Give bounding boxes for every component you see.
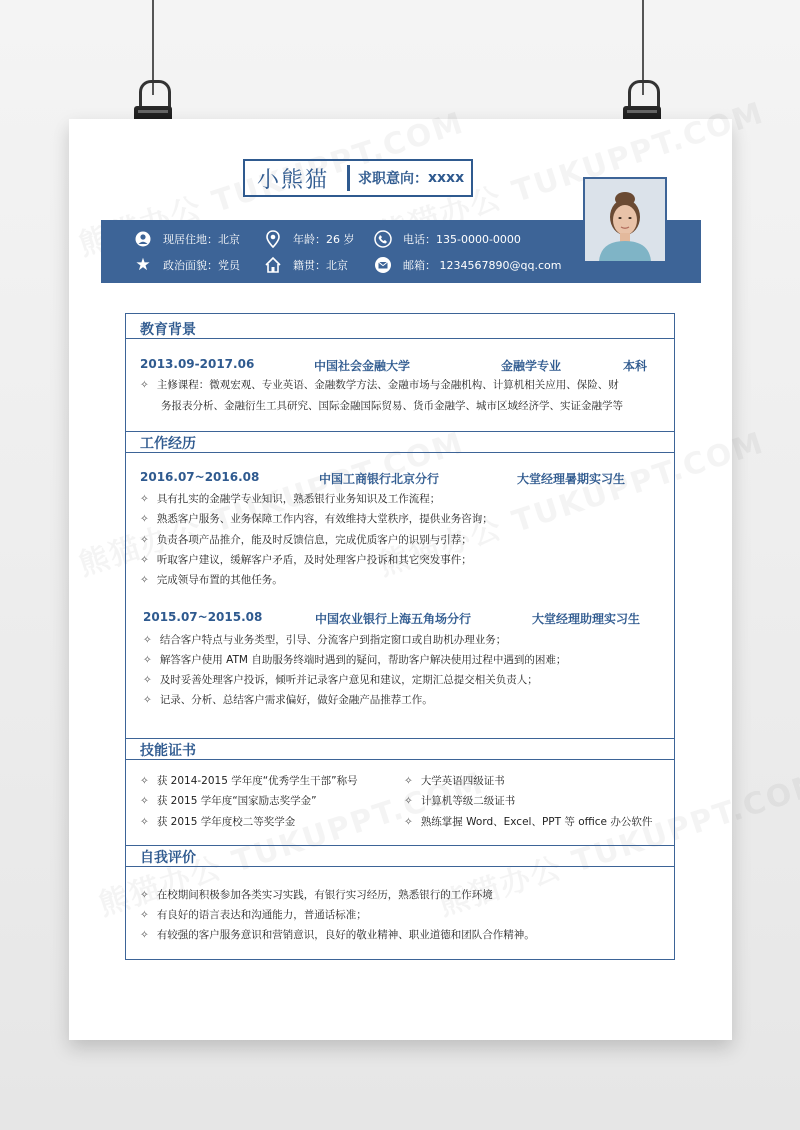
list-item: ✧ 结合客户特点与业务类型，引导、分流客户到指定窗口或自助机办理业务； (143, 634, 507, 646)
bullet-icon: ✧ (140, 379, 149, 391)
star-icon: ★ (135, 255, 151, 275)
list-item: ✧ 有较强的客户服务意识和营销意识，良好的敬业精神、职业道德和团队合作精神。 (140, 929, 535, 941)
profile-photo (583, 177, 667, 263)
info-residence: 现居住地：北京 (134, 229, 240, 249)
edu-courses-line-1: ✧ 主修课程：微观宏观、专业英语、金融数学方法、金融市场与金融机构、计算机相关应用、保险、财 (140, 379, 619, 391)
info-phone: 电话：135-0000-0000 (374, 229, 521, 249)
list-item: ✧ 有良好的语言表达和沟通能力，普通话标准； (140, 909, 367, 921)
candidate-name: 小熊猫 (257, 167, 330, 193)
mail-icon (374, 256, 392, 274)
section-header-work: 工作经历 (126, 431, 674, 453)
edu-degree: 本科 (623, 359, 648, 373)
edu-major: 金融学专业 (501, 359, 562, 373)
resume-content-frame (125, 313, 675, 960)
intent-value: xxxx (428, 170, 465, 186)
location-pin-icon (264, 230, 282, 248)
job-2-period: 2015.07~2015.08 (143, 610, 263, 624)
edu-school: 中国社会金融大学 (314, 359, 411, 373)
list-item: ✧ 负责各项产品推介，能及时反馈信息，完成优质客户的识别与引荐； (140, 534, 472, 546)
user-icon (134, 230, 152, 248)
section-header-skills: 技能证书 (126, 738, 674, 760)
section-header-education: 教育背景 (126, 318, 674, 339)
info-politics: ★ 政治面貌：党员 (135, 255, 240, 275)
job-2-position: 大堂经理助理实习生 (532, 612, 641, 626)
info-email: 邮箱： 1234567890@qq.com (374, 255, 561, 275)
list-item: ✧ 获 2014-2015 学年度“优秀学生干部”称号 (140, 775, 358, 787)
intent-label: 求职意向： (358, 171, 428, 187)
info-origin: 籍贯：北京 (264, 255, 348, 275)
section-header-self-evaluation: 自我评价 (126, 845, 674, 867)
edu-period: 2013.09-2017.06 (140, 357, 255, 371)
job-1-company: 中国工商银行北京分行 (319, 472, 440, 486)
list-item: ✧ 听取客户建议，缓解客户矛盾，及时处理客户投诉和其它突发事件； (140, 554, 472, 566)
edu-courses-line-2: 务报表分析、金融衍生工具研究、国际金融国际贸易、货币金融学、城市区域经济学、实证金融学等 (161, 400, 623, 412)
name-box (243, 159, 473, 197)
job-1-period: 2016.07~2016.08 (140, 470, 260, 484)
name-divider (347, 165, 350, 191)
list-item: ✧ 解答客户使用 ATM 自助服务终端时遇到的疑问，帮助客户解决使用过程中遇到的困难； (143, 654, 567, 666)
list-item: ✧ 熟练掌握 Word、Excel、PPT 等 office 办公软件 (404, 816, 653, 828)
list-item: ✧ 记录、分析、总结客户需求偏好，做好金融产品推荐工作。 (143, 694, 433, 706)
list-item: ✧ 完成领导布置的其他任务。 (140, 574, 283, 586)
info-age: 年龄：26 岁 (264, 229, 355, 249)
resume-paper (69, 119, 732, 1040)
job-1-position: 大堂经理暑期实习生 (517, 472, 626, 486)
list-item: ✧ 获 2015 学年度校二等奖学金 (140, 816, 296, 828)
job-2-company: 中国农业银行上海五角场分行 (315, 612, 472, 626)
list-item: ✧ 计算机等级二级证书 (404, 795, 516, 807)
list-item: ✧ 大学英语四级证书 (404, 775, 505, 787)
list-item: ✧ 具有扎实的金融学专业知识，熟悉银行业务知识及工作流程； (140, 493, 441, 505)
phone-icon (374, 230, 392, 248)
list-item: ✧ 及时妥善处理客户投诉，倾听并记录客户意见和建议，定期汇总提交相关负责人； (143, 674, 538, 686)
home-icon (264, 256, 282, 274)
list-item: ✧ 熟悉客户服务、业务保障工作内容，有效维持大堂秩序，提供业务咨询； (140, 513, 493, 525)
list-item: ✧ 在校期间积极参加各类实习实践，有银行实习经历，熟悉银行的工作环境 (140, 889, 493, 901)
list-item: ✧ 获 2015 学年度“国家励志奖学金” (140, 795, 317, 807)
